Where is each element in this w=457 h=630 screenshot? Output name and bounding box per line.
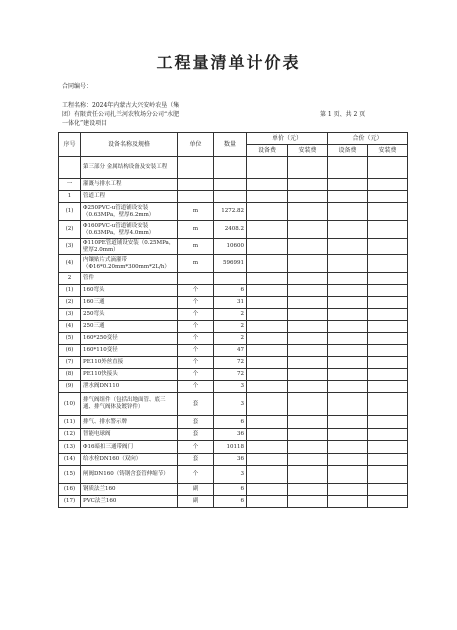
row-unit-install (288, 416, 328, 429)
row-qty: 1272.82 (214, 203, 247, 221)
row-qty: 6 (214, 484, 247, 496)
row-name: 第三部分 金属结构设备及安装工程 (81, 157, 178, 179)
row-unit-equip (247, 157, 288, 179)
row-seq: (12) (59, 429, 81, 441)
table-row (59, 466, 408, 484)
row-unit: m (178, 255, 214, 273)
row-total-install (368, 429, 408, 441)
row-unit: 套 (178, 429, 214, 441)
table-row (59, 393, 408, 416)
row-qty: 3 (214, 393, 247, 416)
row-total-install (368, 369, 408, 381)
row-total-install (368, 416, 408, 429)
row-unit-equip (247, 345, 288, 357)
row-total-equip (328, 191, 368, 203)
row-total-equip (328, 496, 368, 508)
row-unit (178, 157, 214, 179)
row-total-equip (328, 179, 368, 191)
row-total-install (368, 496, 408, 508)
row-total-install (368, 454, 408, 466)
row-unit: 副 (178, 496, 214, 508)
row-name: 智能电球阀 (81, 429, 178, 441)
row-qty: 3 (214, 466, 247, 484)
row-unit-install (288, 429, 328, 441)
row-qty: 3 (214, 381, 247, 393)
row-seq: (4) (59, 255, 81, 273)
row-unit-equip (247, 191, 288, 203)
row-qty: 36 (214, 454, 247, 466)
row-total-install (368, 203, 408, 221)
row-unit-equip (247, 454, 288, 466)
row-unit-equip (247, 309, 288, 321)
row-qty: 6 (214, 496, 247, 508)
row-unit-equip (247, 441, 288, 454)
row-unit: 个 (178, 466, 214, 484)
row-unit-equip (247, 221, 288, 239)
row-qty: 2 (214, 333, 247, 345)
row-name: 250弯头 (81, 309, 178, 321)
table-row (59, 179, 408, 191)
row-unit-equip (247, 429, 288, 441)
row-unit-equip (247, 369, 288, 381)
table-row (59, 454, 408, 466)
row-total-install (368, 191, 408, 203)
row-qty: 47 (214, 345, 247, 357)
row-total-equip (328, 157, 368, 179)
row-name: Φ250PVC-u管道铺设安装（0.63MPa，壁厚6.2mm） (81, 203, 178, 221)
bill-of-quantities-table (58, 132, 408, 508)
row-total-install (368, 221, 408, 239)
row-qty: 2 (214, 321, 247, 333)
row-unit-install (288, 309, 328, 321)
row-total-install (368, 393, 408, 416)
row-unit-install (288, 357, 328, 369)
row-name: PE110外丝直接 (81, 357, 178, 369)
row-name: 钢质法兰160 (81, 484, 178, 496)
row-unit-install (288, 441, 328, 454)
table-row (59, 357, 408, 369)
row-seq: (14) (59, 454, 81, 466)
header-unit-equip: 设备费 (247, 145, 288, 157)
row-seq: 2 (59, 273, 81, 285)
row-total-install (368, 273, 408, 285)
row-unit-equip (247, 255, 288, 273)
table-row (59, 203, 408, 221)
row-total-install (368, 466, 408, 484)
row-unit-install (288, 466, 328, 484)
table-row (59, 416, 408, 429)
row-name: PE110快接头 (81, 369, 178, 381)
row-seq: (8) (59, 369, 81, 381)
row-qty: 10600 (214, 239, 247, 255)
row-unit-equip (247, 297, 288, 309)
row-qty: 596991 (214, 255, 247, 273)
row-seq (59, 157, 81, 179)
table-row (59, 333, 408, 345)
header-total-price: 合价（元） (328, 133, 408, 145)
row-unit: m (178, 221, 214, 239)
row-unit: 个 (178, 345, 214, 357)
row-name: 内镶贴片式滴灌带（Φ16*0.20mm*300mm*2L/h） (81, 255, 178, 273)
row-seq: (16) (59, 484, 81, 496)
row-qty: 36 (214, 429, 247, 441)
row-total-equip (328, 484, 368, 496)
row-total-equip (328, 357, 368, 369)
row-name: 管道工程 (81, 191, 178, 203)
row-seq: (7) (59, 357, 81, 369)
table-row (59, 221, 408, 239)
row-unit-install (288, 381, 328, 393)
row-unit-equip (247, 239, 288, 255)
row-qty: 72 (214, 357, 247, 369)
row-total-install (368, 484, 408, 496)
row-total-equip (328, 454, 368, 466)
table-row (59, 285, 408, 297)
row-seq: (1) (59, 285, 81, 297)
row-name: PVC法兰160 (81, 496, 178, 508)
row-name: 灌溉与排水工程 (81, 179, 178, 191)
row-seq: (10) (59, 393, 81, 416)
row-seq: (11) (59, 416, 81, 429)
row-total-install (368, 285, 408, 297)
row-unit-install (288, 321, 328, 333)
row-qty: 10118 (214, 441, 247, 454)
row-total-install (368, 157, 408, 179)
table-row (59, 157, 408, 179)
row-seq: (15) (59, 466, 81, 484)
header-qty: 数量 (214, 133, 247, 157)
row-unit-install (288, 369, 328, 381)
table-body (59, 157, 408, 508)
row-seq: (2) (59, 221, 81, 239)
row-qty: 31 (214, 297, 247, 309)
row-total-install (368, 255, 408, 273)
row-seq: (13) (59, 441, 81, 454)
project-name (62, 101, 292, 128)
row-total-equip (328, 381, 368, 393)
header-total-equip: 设备费 (328, 145, 368, 157)
row-unit-equip (247, 357, 288, 369)
table-row (59, 239, 408, 255)
row-unit-install (288, 203, 328, 221)
row-unit-equip (247, 273, 288, 285)
row-unit-equip (247, 416, 288, 429)
row-total-equip (328, 321, 368, 333)
table-row (59, 309, 408, 321)
row-unit-equip (247, 333, 288, 345)
row-total-equip (328, 416, 368, 429)
row-unit: 套 (178, 393, 214, 416)
row-total-equip (328, 309, 368, 321)
row-total-equip (328, 297, 368, 309)
row-unit: m (178, 203, 214, 221)
header-unit-install: 安装费 (288, 145, 328, 157)
row-unit-install (288, 191, 328, 203)
row-total-install (368, 239, 408, 255)
row-name: 160*110变径 (81, 345, 178, 357)
header-total-install: 安装费 (368, 145, 408, 157)
row-unit-equip (247, 321, 288, 333)
row-qty (214, 179, 247, 191)
row-unit-install (288, 221, 328, 239)
row-unit-equip (247, 393, 288, 416)
row-unit-install (288, 239, 328, 255)
row-unit-install (288, 297, 328, 309)
project-name-line: 一体化”建设项目 (62, 120, 108, 127)
row-seq: 一 (59, 179, 81, 191)
row-seq: (17) (59, 496, 81, 508)
row-name: 给水栓DN160（双向） (81, 454, 178, 466)
row-qty: 6 (214, 285, 247, 297)
row-seq: (6) (59, 345, 81, 357)
contract-number-label: 合同编号： (62, 83, 93, 90)
row-seq: (2) (59, 297, 81, 309)
row-unit-install (288, 333, 328, 345)
row-qty (214, 191, 247, 203)
row-unit (178, 179, 214, 191)
row-total-install (368, 321, 408, 333)
row-total-equip (328, 466, 368, 484)
row-unit: 个 (178, 441, 214, 454)
row-seq: (4) (59, 321, 81, 333)
row-unit-install (288, 157, 328, 179)
row-unit: 个 (178, 333, 214, 345)
row-total-install (368, 297, 408, 309)
table-row (59, 321, 408, 333)
row-total-equip (328, 429, 368, 441)
row-seq: 1 (59, 191, 81, 203)
row-qty: 72 (214, 369, 247, 381)
row-unit-install (288, 285, 328, 297)
row-name: 闸阀DN160（铸钢含套管伸缩节） (81, 466, 178, 484)
row-seq: (1) (59, 203, 81, 221)
table-row (59, 484, 408, 496)
row-unit: 个 (178, 321, 214, 333)
row-total-equip (328, 255, 368, 273)
row-unit-install (288, 273, 328, 285)
row-unit-equip (247, 466, 288, 484)
table-row (59, 273, 408, 285)
row-unit (178, 191, 214, 203)
row-total-equip (328, 285, 368, 297)
row-total-equip (328, 441, 368, 454)
table-row (59, 191, 408, 203)
row-seq: (5) (59, 333, 81, 345)
row-total-equip (328, 345, 368, 357)
page-indicator: 第 1 页、共 2 页 (320, 111, 366, 118)
table-row (59, 429, 408, 441)
row-total-install (368, 345, 408, 357)
row-name: 泄水阀DN110 (81, 381, 178, 393)
row-name: Φ16暗扣三通带阀门 (81, 441, 178, 454)
row-name: 排气阀组件（包括出地面管、底三通、排气阀体及镀锌件） (81, 393, 178, 416)
table-row (59, 297, 408, 309)
row-total-equip (328, 273, 368, 285)
row-unit-install (288, 345, 328, 357)
row-name: 160三通 (81, 297, 178, 309)
header-seq: 序号 (59, 133, 81, 157)
row-name: 250三通 (81, 321, 178, 333)
row-unit-equip (247, 381, 288, 393)
row-total-install (368, 381, 408, 393)
row-name: 160*250变径 (81, 333, 178, 345)
row-unit-install (288, 484, 328, 496)
row-qty: 6 (214, 416, 247, 429)
row-name: 排气、排水警示牌 (81, 416, 178, 429)
row-name: Φ110PE管道铺设安装（0.25MPa，壁厚2.0mm） (81, 239, 178, 255)
table-row (59, 345, 408, 357)
row-unit: 套 (178, 454, 214, 466)
table-row (59, 381, 408, 393)
row-unit-equip (247, 179, 288, 191)
row-unit-equip (247, 203, 288, 221)
header-unit-price: 单价（元） (247, 133, 328, 145)
row-unit-install (288, 393, 328, 416)
row-total-install (368, 179, 408, 191)
row-unit: 个 (178, 297, 214, 309)
row-total-install (368, 441, 408, 454)
row-name: 160弯头 (81, 285, 178, 297)
row-unit: 个 (178, 381, 214, 393)
row-unit: 个 (178, 309, 214, 321)
project-name-line: 团）有限责任公司扎兰河农牧场分公司“水肥 (62, 111, 180, 118)
header-name: 设备名称及规格 (81, 133, 178, 157)
row-name: Φ160PVC-u管道铺设安装（0.63MPa，壁厚4.0mm） (81, 221, 178, 239)
table-row (59, 255, 408, 273)
row-unit-equip (247, 484, 288, 496)
row-unit: 套 (178, 416, 214, 429)
table-row (59, 441, 408, 454)
row-unit: m (178, 239, 214, 255)
row-total-equip (328, 221, 368, 239)
row-seq: (9) (59, 381, 81, 393)
row-unit: 个 (178, 357, 214, 369)
table-row (59, 496, 408, 508)
row-total-equip (328, 203, 368, 221)
row-qty: 2 (214, 309, 247, 321)
header-unit: 单位 (178, 133, 214, 157)
row-total-equip (328, 333, 368, 345)
page-title: 工程量清单计价表 (156, 53, 301, 72)
row-unit-equip (247, 496, 288, 508)
row-total-equip (328, 393, 368, 416)
row-unit-install (288, 496, 328, 508)
row-unit (178, 273, 214, 285)
row-seq: (3) (59, 309, 81, 321)
row-qty (214, 273, 247, 285)
row-seq: (3) (59, 239, 81, 255)
row-unit-install (288, 454, 328, 466)
row-total-install (368, 333, 408, 345)
row-qty (214, 157, 247, 179)
row-name: 管件 (81, 273, 178, 285)
row-total-equip (328, 239, 368, 255)
row-total-install (368, 357, 408, 369)
project-name-line: 工程名称：2024年内蒙古大兴安岭农垦（集 (62, 102, 180, 109)
table-row (59, 369, 408, 381)
row-total-install (368, 309, 408, 321)
row-unit-install (288, 255, 328, 273)
row-qty: 2408.2 (214, 221, 247, 239)
row-unit: 个 (178, 369, 214, 381)
row-total-equip (328, 369, 368, 381)
row-unit: 副 (178, 484, 214, 496)
row-unit-install (288, 179, 328, 191)
row-unit-equip (247, 285, 288, 297)
row-unit: 个 (178, 285, 214, 297)
